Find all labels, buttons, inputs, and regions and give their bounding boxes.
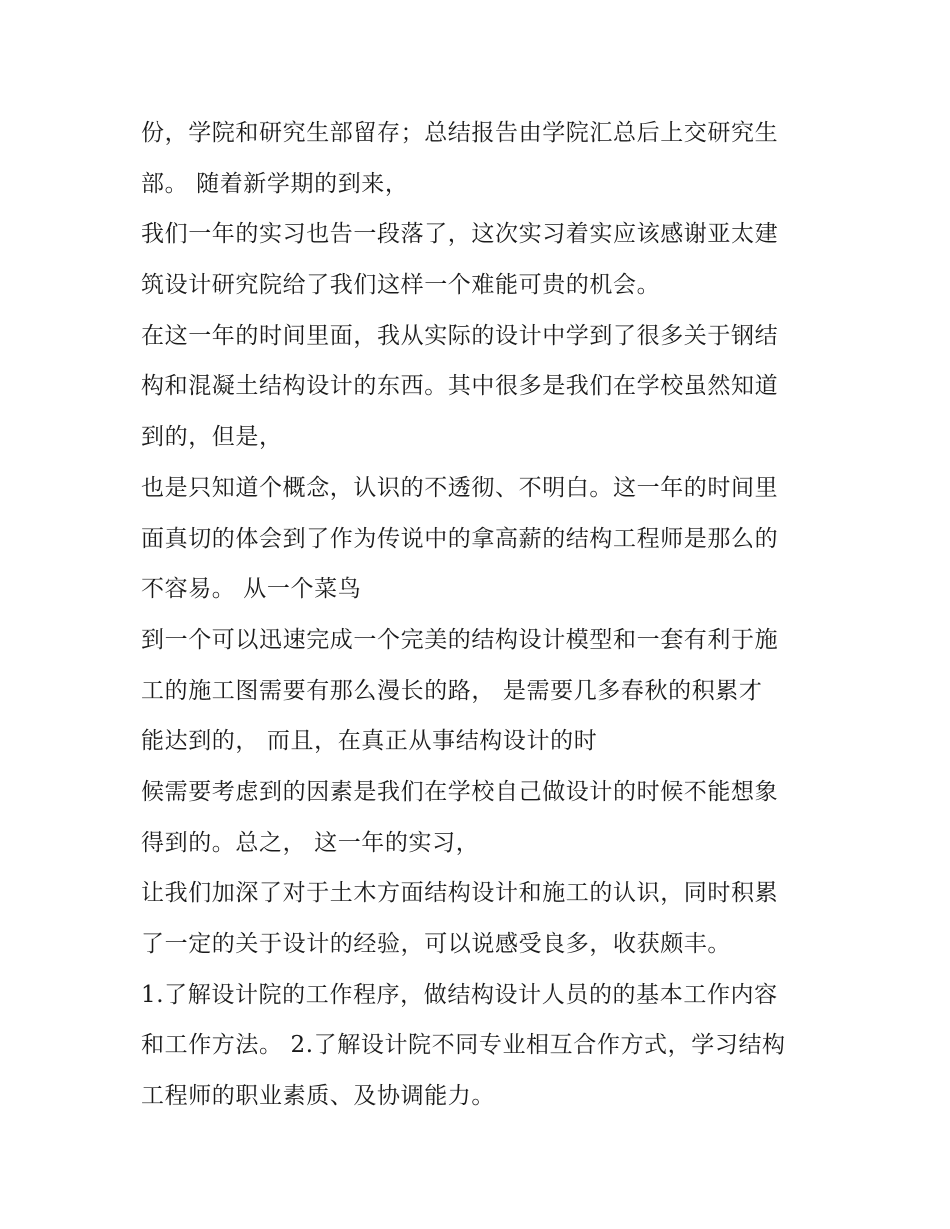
text-line: 得到的。总之， 这一年的实习， — [141, 829, 480, 856]
text-line: 到一个可以迅速完成一个完美的结构设计模型和一套有利于施 — [141, 626, 779, 653]
text-line: 筑设计研究院给了我们这样一个难能可贵的机会。 — [141, 272, 661, 299]
text-line: 在这一年的时间里面，我从实际的设计中学到了很多关于钢结 — [141, 322, 779, 349]
text-line: 1.了解设计院的工作程序，做结构设计人员的的基本工作内容 — [141, 981, 778, 1008]
text-line: 构和混凝土结构设计的东西。其中很多是我们在学校虽然知道 — [141, 373, 779, 400]
text-line: 我们一年的实习也告一段落了，这次实习着实应该感谢亚太建 — [141, 221, 779, 248]
text-line: 候需要考虑到的因素是我们在学校自己做设计的时候不能想象 — [141, 778, 779, 805]
text-line: 面真切的体会到了作为传说中的拿高薪的结构工程师是那么的 — [141, 525, 779, 552]
text-line: 工的施工图需要有那么漫长的路， 是需要几多春秋的积累才 — [141, 677, 763, 704]
text-line: 能达到的， 而且，在真正从事结构设计的时 — [141, 728, 598, 755]
text-line: 到的，但是， — [141, 424, 283, 451]
document-body — [141, 108, 821, 1122]
text-line: 让我们加深了对于土木方面结构设计和施工的认识，同时积累 — [141, 880, 779, 907]
text-line: 也是只知道个概念，认识的不透彻、不明白。这一年的时间里 — [141, 474, 779, 501]
text-line: 和工作方法。 2.了解设计院不同专业相互合作方式，学习结构 — [141, 1032, 786, 1059]
text-line: 了一定的关于设计的经验，可以说感受良多，收获颇丰。 — [141, 931, 731, 957]
text-line: 部。 随着新学期的到来， — [141, 170, 409, 197]
text-line: 工程师的职业素质、及协调能力。 — [141, 1083, 495, 1110]
text-line: 份，学院和研究生部留存；总结报告由学院汇总后上交研究生 — [141, 120, 779, 146]
text-line: 不容易。 从一个菜鸟 — [141, 576, 362, 603]
